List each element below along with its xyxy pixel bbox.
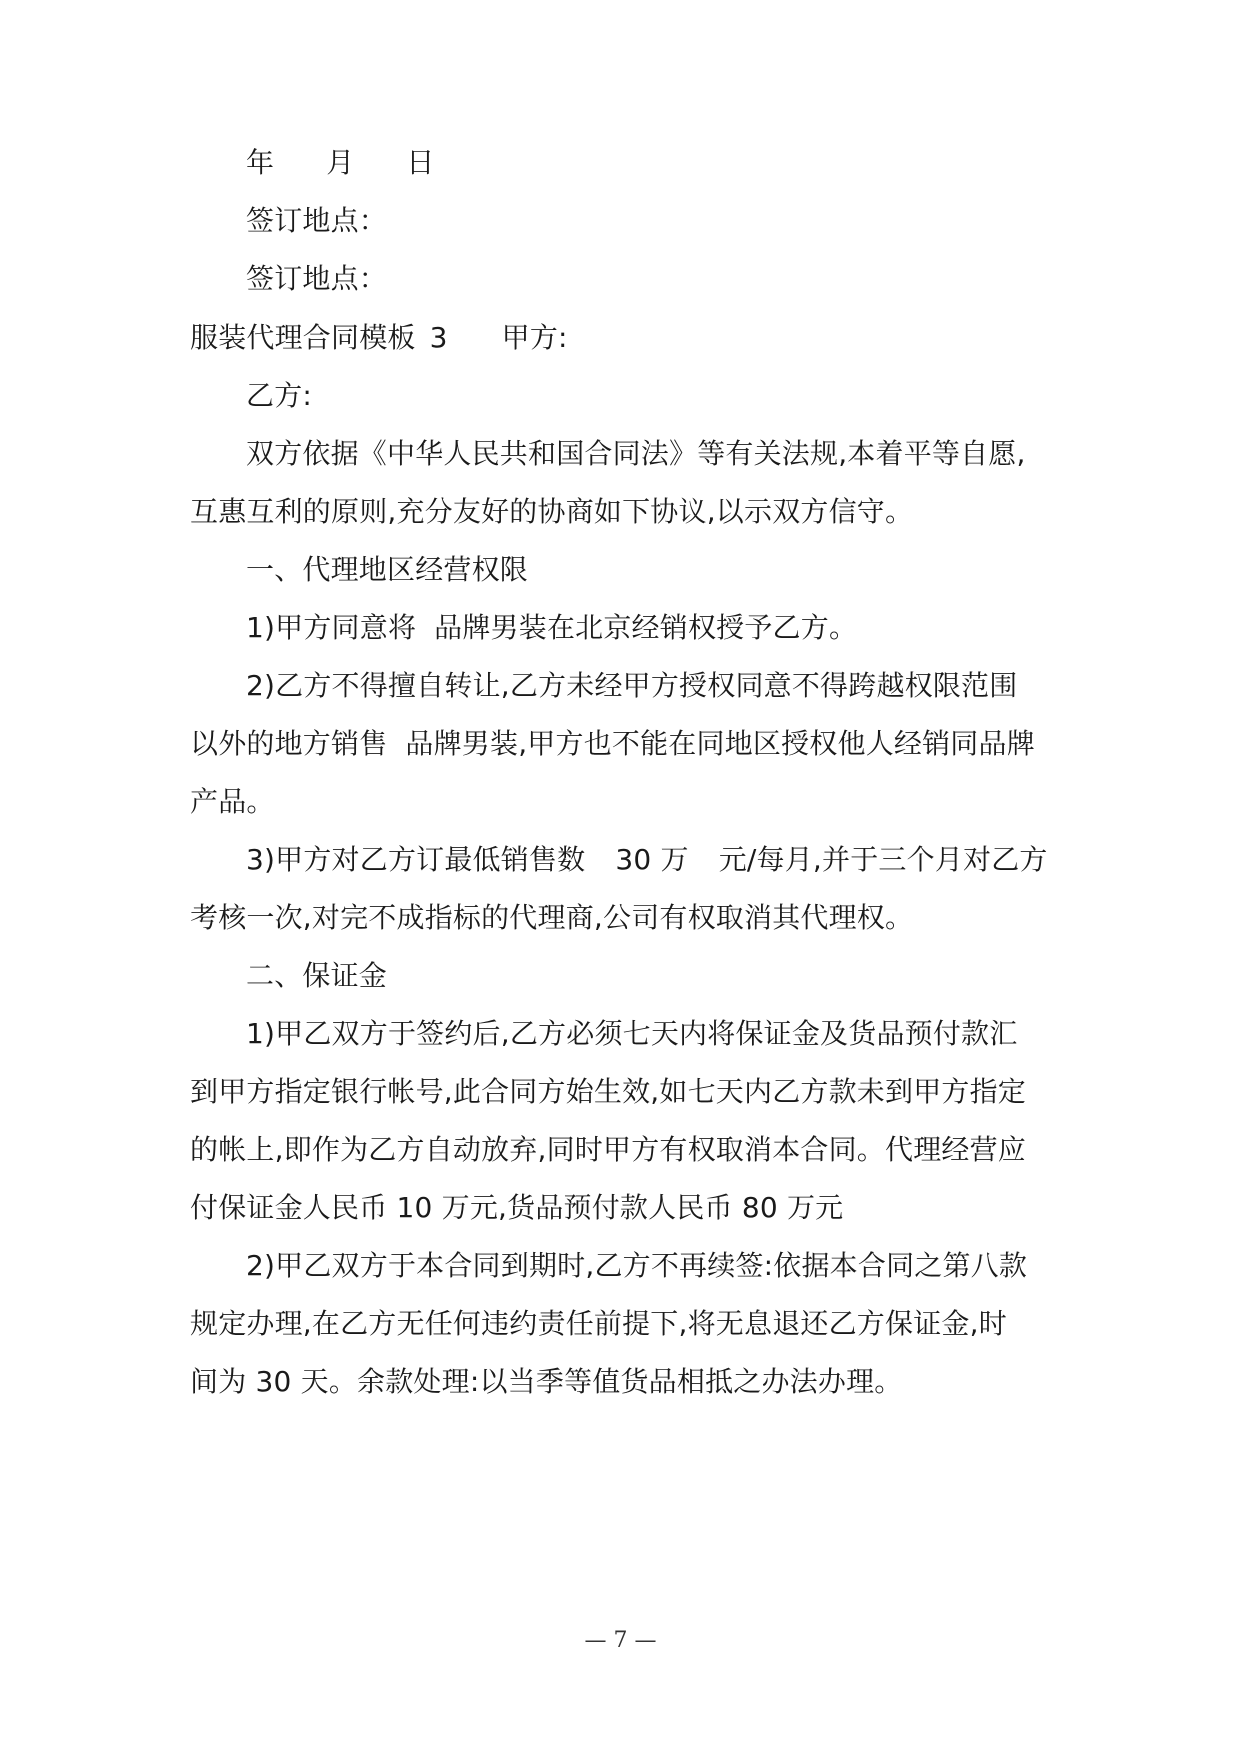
s2-item-2-line-3: 间为 30 天。余款处理:以当季等值货品相抵之办法办理。 — [190, 1365, 903, 1398]
s1-item-1-text-a: 1)甲方同意将 — [246, 611, 417, 644]
min-sales-amount: 30 万 — [615, 843, 689, 876]
s1-item-3-text-b: 元/每月,并于三个月对乙方 — [718, 843, 1048, 876]
intro-line-2: 互惠互利的原则,充分友好的协商如下协议,以示双方信守。 — [190, 495, 914, 528]
s1-item-3-line-1 — [246, 840, 1070, 880]
s1-item-3-line-2: 考核一次,对完不成指标的代理商,公司有权取消其代理权。 — [190, 901, 914, 934]
s2-item-1-line-3: 的帐上,即作为乙方自动放弃,同时甲方有权取消本合同。代理经营应 — [190, 1133, 1027, 1166]
party-b-label: 乙方: — [246, 379, 313, 412]
sign-place-line-2: 签订地点： — [246, 262, 388, 295]
s1-item-2-line-3: 产品。 — [190, 785, 275, 818]
s2-item-1-line-4: 付保证金人民币 10 万元,货品预付款人民币 80 万元 — [190, 1191, 844, 1224]
day-label: 日 — [406, 146, 435, 179]
party-a-label: 甲方: — [501, 321, 568, 354]
s1-item-2-line-1: 2)乙方不得擅自转让,乙方未经甲方授权同意不得跨越权限范围 — [246, 669, 1018, 702]
date-line — [246, 143, 1070, 183]
s1-item-1-text-b: 品牌男装在北京经销权授予乙方。 — [434, 611, 858, 644]
template-title: 服装代理合同模板 — [190, 321, 416, 354]
template-number: 3 — [429, 321, 448, 354]
section-2-title: 二、保证金 — [246, 959, 388, 992]
s1-item-3-text-a: 3)甲方对乙方订最低销售数 — [246, 843, 586, 876]
s2-item-1-line-1: 1)甲乙双方于签约后,乙方必须七天内将保证金及货品预付款汇 — [246, 1017, 1018, 1050]
intro-line-1: 双方依据《中华人民共和国合同法》等有关法规,本着平等自愿, — [246, 437, 1026, 470]
page-number: — 7 — — [584, 1628, 657, 1653]
s2-item-1-line-2: 到甲方指定银行帐号,此合同方始生效,如七天内乙方款未到甲方指定 — [190, 1075, 1027, 1108]
s1-item-2-text-a: 以外的地方销售 — [190, 727, 388, 760]
s1-item-2-text-b: 品牌男装,甲方也不能在同地区授权他人经销同品牌 — [405, 727, 1035, 760]
s1-item-2-line-2 — [190, 724, 1070, 764]
section-1-title: 一、代理地区经营权限 — [246, 553, 529, 586]
s1-item-1 — [246, 608, 1070, 648]
s2-item-2-line-2: 规定办理,在乙方无任何违约责任前提下,将无息退还乙方保证金,时 — [190, 1307, 1007, 1340]
s2-item-2-line-1: 2)甲乙双方于本合同到期时,乙方不再续签:依据本合同之第八款 — [246, 1249, 1028, 1282]
month-label: 月 — [326, 146, 355, 179]
year-label: 年 — [246, 146, 275, 179]
template-title-line — [190, 318, 1070, 358]
sign-place-line-1: 签订地点： — [246, 204, 388, 237]
